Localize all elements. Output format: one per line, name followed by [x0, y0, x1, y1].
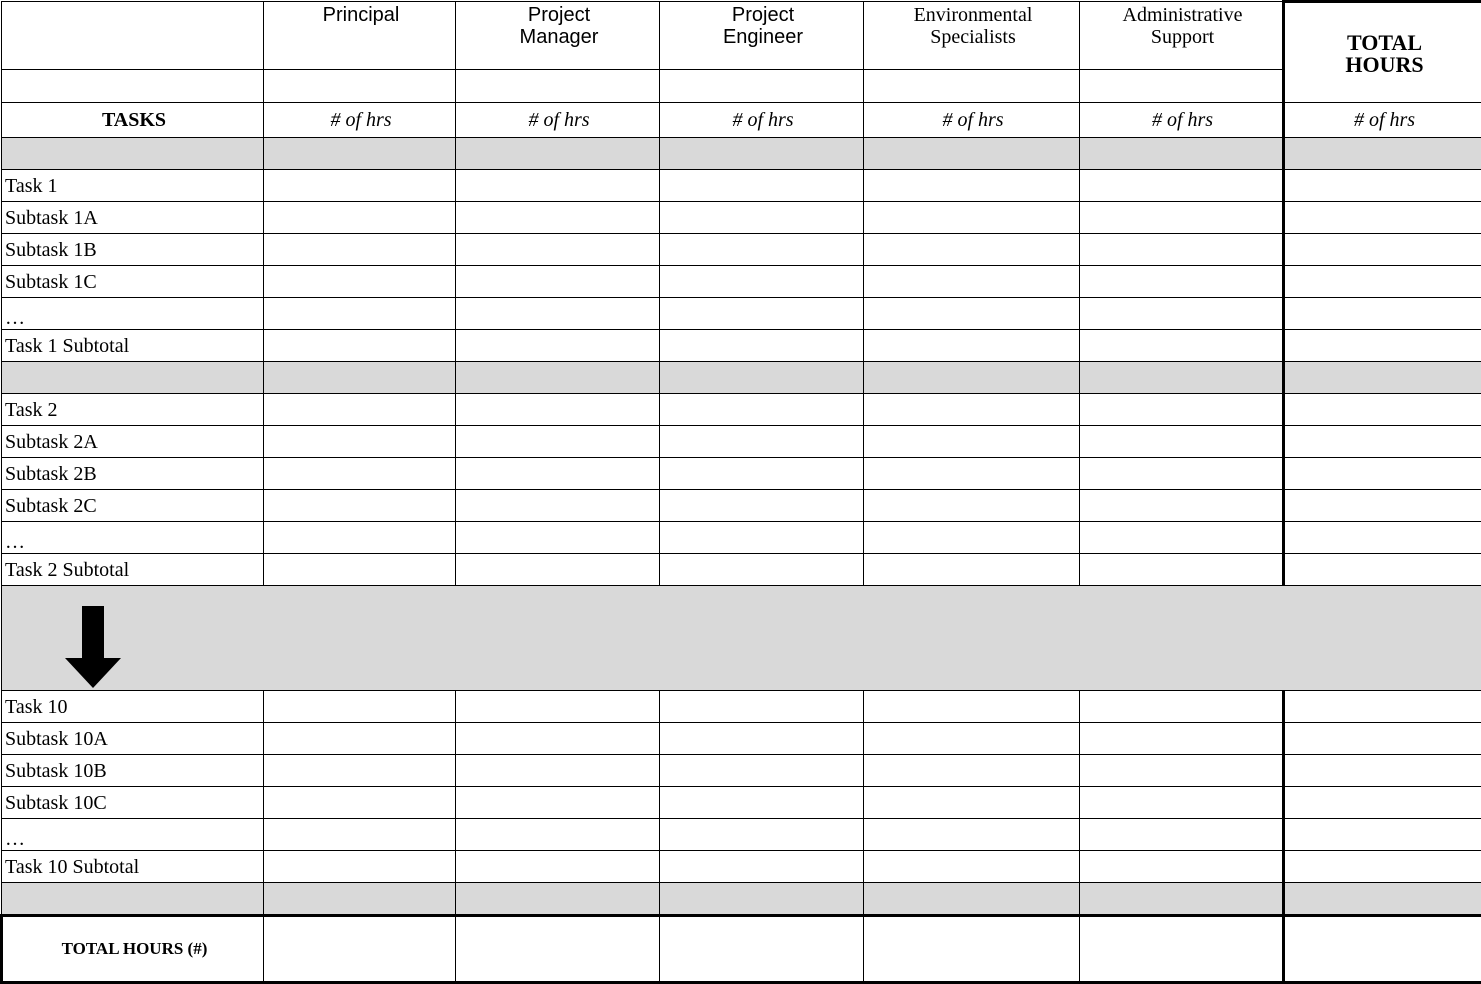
- total-hours-cell[interactable]: [1284, 458, 1481, 490]
- hours-cell[interactable]: [864, 691, 1080, 723]
- total-hours-cell[interactable]: [1284, 787, 1481, 819]
- hours-cell[interactable]: [264, 394, 456, 426]
- hours-cell[interactable]: [456, 298, 660, 330]
- down-arrow-icon: [65, 606, 121, 688]
- separator-cell: [264, 138, 456, 170]
- hours-cell[interactable]: [456, 266, 660, 298]
- separator-cell: [264, 883, 456, 916]
- column-total-cell[interactable]: [864, 916, 1080, 983]
- hours-cell[interactable]: [864, 266, 1080, 298]
- hours-cell[interactable]: [660, 170, 864, 202]
- task-row: [2, 458, 1481, 490]
- hours-cell[interactable]: [864, 723, 1080, 755]
- unit-label: # of hrs: [264, 103, 456, 138]
- continuation-row: [2, 586, 1481, 691]
- hours-cell[interactable]: [660, 426, 864, 458]
- unit-label: # of hrs: [456, 103, 660, 138]
- separator-cell: [1284, 362, 1481, 394]
- hours-cell[interactable]: [456, 458, 660, 490]
- hours-cell[interactable]: [660, 819, 864, 851]
- hours-cell[interactable]: [264, 426, 456, 458]
- total-hours-cell[interactable]: [1284, 170, 1481, 202]
- hours-cell[interactable]: [864, 819, 1080, 851]
- task-label: Subtask 2A: [2, 426, 264, 458]
- total-hours-cell[interactable]: [1284, 266, 1481, 298]
- hours-cell[interactable]: [1080, 787, 1284, 819]
- header-spacer-cell: [2, 70, 264, 103]
- hours-cell[interactable]: [864, 851, 1080, 883]
- column-environmental-specialists: Environmental Specialists: [864, 2, 1080, 70]
- task-label: Task 10 Subtotal: [2, 851, 264, 883]
- tasks-heading: TASKS: [2, 103, 264, 138]
- hours-cell[interactable]: [1080, 394, 1284, 426]
- separator-cell: [2, 362, 264, 394]
- total-hours-cell[interactable]: [1284, 723, 1481, 755]
- hours-cell[interactable]: [456, 787, 660, 819]
- task-row: [2, 202, 1481, 234]
- arrow-wrap: [5, 586, 1481, 690]
- unit-label-total: # of hrs: [1284, 103, 1481, 138]
- hours-cell[interactable]: [864, 458, 1080, 490]
- hours-cell[interactable]: [864, 170, 1080, 202]
- separator-cell: [660, 362, 864, 394]
- column-principal: Principal: [264, 2, 456, 70]
- separator-cell: [1284, 883, 1481, 916]
- task-row: [2, 723, 1481, 755]
- hours-cell[interactable]: [264, 787, 456, 819]
- task-label: Subtask 10B: [2, 755, 264, 787]
- hours-cell[interactable]: [264, 819, 456, 851]
- hours-cell[interactable]: [660, 330, 864, 362]
- ellipsis-label: …: [2, 522, 264, 554]
- task-row: [2, 298, 1481, 330]
- hours-cell[interactable]: [1080, 691, 1284, 723]
- task-row: [2, 394, 1481, 426]
- unit-label: # of hrs: [864, 103, 1080, 138]
- task-label: Task 2 Subtotal: [2, 554, 264, 586]
- task-row: [2, 787, 1481, 819]
- column-administrative-support: Administrative Support: [1080, 2, 1284, 70]
- column-project-engineer: Project Engineer: [660, 2, 864, 70]
- column-total-cell[interactable]: [264, 916, 456, 983]
- hours-cell[interactable]: [456, 330, 660, 362]
- separator-cell: [864, 883, 1080, 916]
- hours-cell[interactable]: [1080, 522, 1284, 554]
- separator-cell: [2, 883, 264, 916]
- task-row: [2, 819, 1481, 851]
- separator-cell: [1080, 138, 1284, 170]
- task-label: Task 2: [2, 394, 264, 426]
- total-hours-cell[interactable]: [1284, 522, 1481, 554]
- total-hours-cell[interactable]: [1284, 330, 1481, 362]
- task-label: Task 1: [2, 170, 264, 202]
- total-hours-cell[interactable]: [1284, 490, 1481, 522]
- hours-cell[interactable]: [264, 755, 456, 787]
- total-hours-cell[interactable]: [1284, 394, 1481, 426]
- separator-cell: [456, 138, 660, 170]
- total-hours-cell[interactable]: [1284, 851, 1481, 883]
- total-hours-cell[interactable]: [1284, 202, 1481, 234]
- task-label: Subtask 1A: [2, 202, 264, 234]
- hours-cell[interactable]: [660, 554, 864, 586]
- hours-cell[interactable]: [660, 691, 864, 723]
- separator-row: [2, 138, 1481, 170]
- hours-cell[interactable]: [864, 787, 1080, 819]
- hours-cell[interactable]: [1080, 490, 1284, 522]
- task-row: [2, 330, 1481, 362]
- hours-cell[interactable]: [456, 691, 660, 723]
- separator-cell: [456, 883, 660, 916]
- hours-cell[interactable]: [864, 522, 1080, 554]
- total-hours-cell[interactable]: [1284, 819, 1481, 851]
- hours-cell[interactable]: [456, 202, 660, 234]
- hours-cell[interactable]: [1080, 266, 1284, 298]
- column-header-row: [2, 2, 1481, 70]
- separator-cell: [864, 362, 1080, 394]
- header-spacer-cell: [264, 70, 456, 103]
- task-row: [2, 851, 1481, 883]
- separator-cell: [456, 362, 660, 394]
- column-project-manager: Project Manager: [456, 2, 660, 70]
- tasks-header-blank: [2, 2, 264, 70]
- hours-cell[interactable]: [660, 266, 864, 298]
- task-label: Task 1 Subtotal: [2, 330, 264, 362]
- task-row: [2, 554, 1481, 586]
- hours-cell[interactable]: [1080, 426, 1284, 458]
- total-hours-cell[interactable]: [1284, 755, 1481, 787]
- separator-row: [2, 362, 1481, 394]
- column-total-cell[interactable]: [456, 916, 660, 983]
- task-label: Task 10: [2, 691, 264, 723]
- separator-cell: [264, 362, 456, 394]
- hours-cell[interactable]: [456, 394, 660, 426]
- total-hours-cell[interactable]: [1284, 554, 1481, 586]
- hours-cell[interactable]: [1080, 723, 1284, 755]
- grand-total-cell[interactable]: [1284, 916, 1481, 983]
- task-row: [2, 490, 1481, 522]
- hours-cell[interactable]: [456, 755, 660, 787]
- task-row: [2, 522, 1481, 554]
- total-hours-row: [2, 916, 1481, 983]
- separator-row: [2, 883, 1481, 916]
- unit-label: # of hrs: [1080, 103, 1284, 138]
- hours-cell[interactable]: [456, 819, 660, 851]
- separator-cell: [2, 138, 264, 170]
- column-total-hours: TOTAL HOURS: [1284, 2, 1481, 103]
- task-label: Subtask 1C: [2, 266, 264, 298]
- hours-cell[interactable]: [1080, 298, 1284, 330]
- separator-cell: [660, 883, 864, 916]
- hours-cell[interactable]: [264, 723, 456, 755]
- separator-cell: [1080, 883, 1284, 916]
- hours-cell[interactable]: [864, 234, 1080, 266]
- total-hours-cell[interactable]: [1284, 426, 1481, 458]
- task-label: Subtask 2C: [2, 490, 264, 522]
- ellipsis-label: …: [2, 819, 264, 851]
- total-hours-label: TOTAL HOURS (#): [2, 916, 264, 983]
- hours-cell[interactable]: [264, 202, 456, 234]
- hours-cell[interactable]: [264, 298, 456, 330]
- total-hours-cell[interactable]: [1284, 691, 1481, 723]
- hours-cell[interactable]: [264, 330, 456, 362]
- hours-cell[interactable]: [264, 234, 456, 266]
- hours-cell[interactable]: [264, 490, 456, 522]
- hours-cell[interactable]: [660, 522, 864, 554]
- hours-cell[interactable]: [864, 755, 1080, 787]
- task-row: [2, 234, 1481, 266]
- hours-cell[interactable]: [1080, 851, 1284, 883]
- header-spacer-row: [2, 70, 1481, 103]
- hours-cell[interactable]: [1080, 554, 1284, 586]
- hours-cell[interactable]: [264, 266, 456, 298]
- hours-cell[interactable]: [660, 787, 864, 819]
- hours-cell[interactable]: [1080, 170, 1284, 202]
- hours-cell[interactable]: [660, 202, 864, 234]
- task-label: Subtask 10C: [2, 787, 264, 819]
- task-label: Subtask 2B: [2, 458, 264, 490]
- separator-cell: [864, 138, 1080, 170]
- ellipsis-label: …: [2, 298, 264, 330]
- separator-cell: [1080, 362, 1284, 394]
- hours-cell[interactable]: [264, 522, 456, 554]
- hours-cell[interactable]: [456, 723, 660, 755]
- task-row: [2, 691, 1481, 723]
- hours-cell[interactable]: [864, 426, 1080, 458]
- total-hours-cell[interactable]: [1284, 298, 1481, 330]
- hours-cell[interactable]: [1080, 202, 1284, 234]
- hours-cell[interactable]: [660, 298, 864, 330]
- hours-cell[interactable]: [660, 723, 864, 755]
- task-row: [2, 426, 1481, 458]
- hours-cell[interactable]: [1080, 330, 1284, 362]
- hours-cell[interactable]: [264, 170, 456, 202]
- hours-cell[interactable]: [864, 202, 1080, 234]
- column-total-cell[interactable]: [660, 916, 864, 983]
- units-row: [2, 103, 1481, 138]
- separator-cell: [1284, 138, 1481, 170]
- hours-cell[interactable]: [1080, 458, 1284, 490]
- hours-cell[interactable]: [264, 458, 456, 490]
- hours-cell[interactable]: [660, 458, 864, 490]
- down-arrow-shape: [65, 606, 121, 688]
- task-row: [2, 170, 1481, 202]
- hours-cell[interactable]: [456, 426, 660, 458]
- hours-cell[interactable]: [456, 851, 660, 883]
- unit-label: # of hrs: [660, 103, 864, 138]
- hours-cell[interactable]: [660, 490, 864, 522]
- hours-cell[interactable]: [456, 234, 660, 266]
- header-spacer-cell: [1080, 70, 1284, 103]
- hours-cell[interactable]: [864, 490, 1080, 522]
- hours-cell[interactable]: [264, 851, 456, 883]
- separator-cell: [660, 138, 864, 170]
- hours-cell[interactable]: [864, 298, 1080, 330]
- total-hours-cell[interactable]: [1284, 234, 1481, 266]
- hours-cell[interactable]: [456, 170, 660, 202]
- task-label: Subtask 1B: [2, 234, 264, 266]
- hours-cell[interactable]: [264, 691, 456, 723]
- header-spacer-cell: [864, 70, 1080, 103]
- hours-cell[interactable]: [456, 490, 660, 522]
- hours-cell[interactable]: [456, 522, 660, 554]
- hours-cell[interactable]: [864, 330, 1080, 362]
- task-row: [2, 755, 1481, 787]
- hours-cell[interactable]: [1080, 755, 1284, 787]
- hours-cell[interactable]: [660, 394, 864, 426]
- hours-cell[interactable]: [660, 755, 864, 787]
- header-spacer-cell: [456, 70, 660, 103]
- hours-cell[interactable]: [864, 554, 1080, 586]
- hours-cell[interactable]: [660, 234, 864, 266]
- hours-cell[interactable]: [864, 394, 1080, 426]
- continuation-cell: [2, 586, 1481, 691]
- hours-cell[interactable]: [456, 554, 660, 586]
- task-row: [2, 266, 1481, 298]
- hours-cell[interactable]: [264, 554, 456, 586]
- hours-cell[interactable]: [1080, 234, 1284, 266]
- task-label: Subtask 10A: [2, 723, 264, 755]
- hours-cell[interactable]: [1080, 819, 1284, 851]
- hours-cell[interactable]: [660, 851, 864, 883]
- header-spacer-cell: [660, 70, 864, 103]
- column-total-cell[interactable]: [1080, 916, 1284, 983]
